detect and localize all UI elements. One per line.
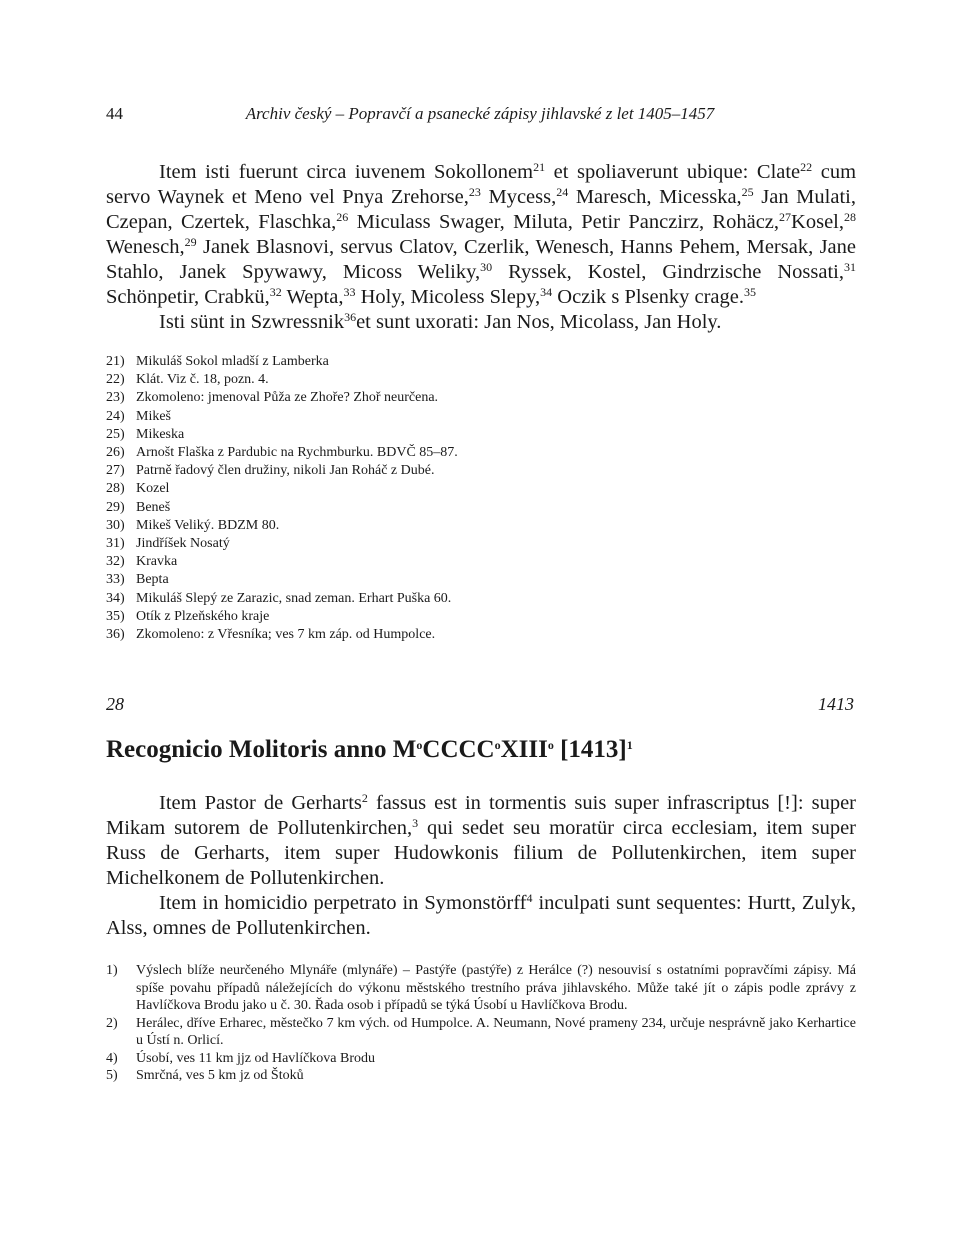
paragraph-uxorati: Isti sünt in Szwressnik$^{36}$et sunt uxorati: Jan Nos, Micolass, Jan Holy. (159, 310, 722, 333)
paragraph-pastor: Item Pastor de Gerharts$^2$ fassus est in tormentis suis super infrascriptus [!]: super Mikam sutorem de Pollutenkirchen,$^3$ qui sedet seu moratür circa ecclesiam, item super Russ de Gerharts, item super Hudowkonis filium de Pollutenkirchen, item super Michelkonem de Pollutenkirchen. (106, 791, 856, 889)
section-title: Recognicio Molitoris anno $M^oCCCC^oXIII^o$ $[1413]^1$ (106, 736, 633, 763)
footnote-item: 25) Mikeska (106, 426, 185, 442)
page-header (106, 104, 854, 130)
footnote-item: 5) Smrčná, ves 5 km jz od Štoků (106, 1068, 304, 1083)
footnote-item: 34) Mikuláš Slepý ze Zarazic, snad zeman. Erhart Puška 60. (106, 590, 452, 606)
footnote-item: 27) Patrně řadový člen družiny, nikoli Jan Roháč z Dubé. (106, 463, 435, 479)
footnote-item: 28) Kozel (106, 481, 170, 497)
footnote-item: 33) Bepta (106, 572, 169, 588)
paragraph-homicidio: Item in homicidio perpetrato in Symonstörff$^4$ inculpati sunt sequentes: Hurtt, Zulyk, Alss, omnes de Pollutenkirchen. (106, 891, 856, 939)
footnote-item: 26) Arnošt Flaška z Pardubic na Rychmburku. BDVČ 85–87. (106, 445, 458, 461)
paragraph-list-of-names: Item isti fuerunt circa iuvenem Sokollonem$^{21}$ et spoliaverunt ubique: Clate$^{22}$ cum servo Waynek et Meno vel Pnya Zrehorse,$^{23}$ Mycess,$^{24}$ Maresch, Micesska,$^{25}$ Jan Mulati, Czepan, Czertek, Flaschka,$^{26}$ Miculass Swager, Miluta, Petir Panczirz, Rohäcz,$^{27}$Kosel,$^{28}$ Wenesch,$^{29}$ Janek Blasnovi, servus Clatov, Czerlik, Wenesch, Hanns Pehem, Mersak, Jane Stahlo, Janek Spywawy, Micoss Weliky,$^{30}$ Ryssek, Kostel, Gindrzische Nossati,$^{31}$ Schönpetir, Crabkü,$^{32}$ Wepta,$^{33}$ Holy, Micoless Slepy,$^{34}$ Oczik s Plsenky crage.$^{35}$ (106, 160, 857, 308)
footnote-item: 1) Výslech blíže neurčeného Mlynáře (mlynáře) – Pastýře (pastýře) z Herálce (?) nesouvisí s ostatními popravčími zápisy. Má spíše povahu případů náležejících do výkonu městského trestního práva jihlavského. Může také jít o zápis podle zprávy z Havlíčkova Brodu jako u č. 30. Řada osob i případů se týká Úsobí u Havlíčkova Brodu. (106, 963, 856, 1013)
top-text-block (106, 160, 856, 335)
footnote-item: 4) Úsobí, ves 11 km jjz od Havlíčkova Brodu (106, 1050, 376, 1066)
footnotes-bottom (106, 962, 856, 1085)
footnote-item: 21) Mikuláš Sokol mladší z Lamberka (106, 354, 329, 369)
footnote-item: 36) Zkomoleno: z Vřesníka; ves 7 km záp. od Humpolce. (106, 627, 436, 643)
page-number: 44 (106, 104, 123, 123)
footnote-item: 24) Mikeš (106, 408, 171, 424)
footnotes-top (106, 353, 706, 644)
bottom-text-block (106, 791, 856, 941)
footnote-item: 31) Jindříšek Nosatý (106, 536, 230, 552)
entry-number: 28 (106, 694, 124, 714)
footnote-item: 23) Zkomoleno: jmenoval Půža ze Zhoře? Zhoř neurčena. (106, 390, 439, 406)
footnote-item: 35) Otík z Plzeňského kraje (106, 608, 270, 624)
footnote-item: 30) Mikeš Veliký. BDZM 80. (106, 517, 280, 533)
footnote-item: 29) Beneš (106, 499, 171, 515)
footnote-item: 32) Kravka (106, 554, 178, 570)
footnote-item: 2) Herálec, dříve Erharec, městečko 7 km vých. od Humpolce. A. Neumann, Nové prameny 234, určuje nesprávně jako Kerhartice u Ústí n. Orlicí. (106, 1015, 856, 1048)
running-title: Archiv český – Popravčí a psanecké zápisy jihlavské z let 1405–1457 (245, 104, 715, 123)
footnote-item: 22) Klát. Viz č. 18, pozn. 4. (106, 372, 269, 388)
entry-year: 1413 (818, 694, 854, 714)
